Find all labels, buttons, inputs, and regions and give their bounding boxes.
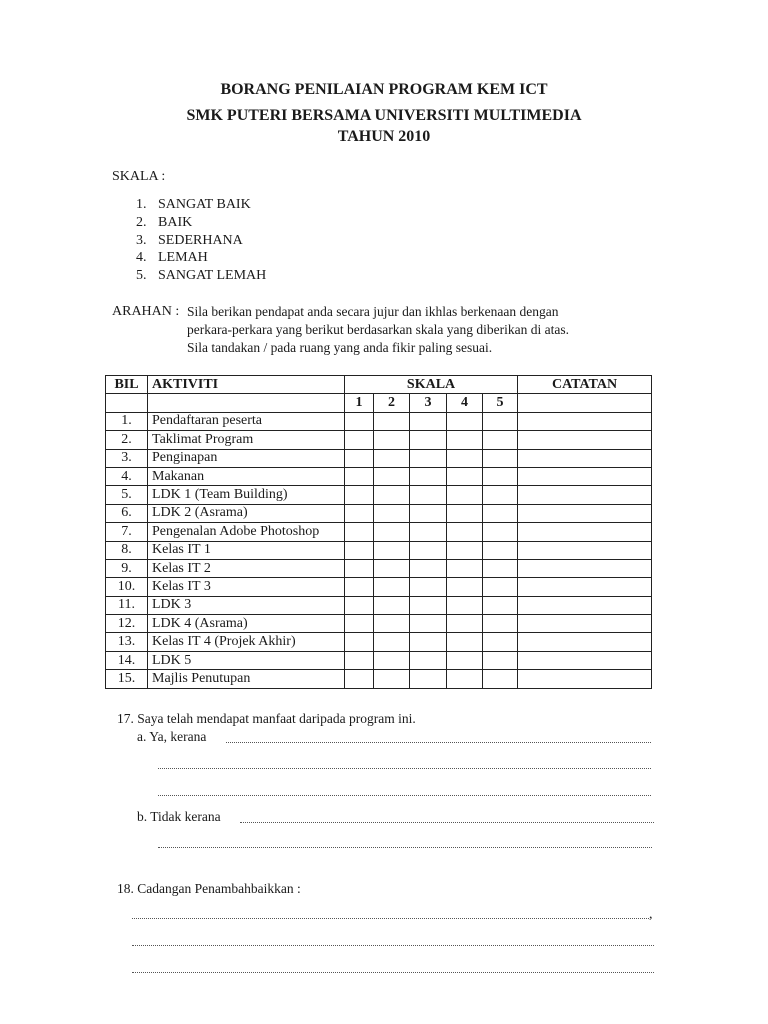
rating-cell-4[interactable] <box>447 541 483 559</box>
rating-cell-2[interactable] <box>374 449 410 467</box>
row-number: 3. <box>106 449 148 467</box>
notes-cell[interactable] <box>518 504 652 522</box>
form-title: BORANG PENILAIAN PROGRAM KEM ICT <box>220 81 548 98</box>
rating-cell-1[interactable] <box>345 412 374 430</box>
rating-cell-1[interactable] <box>345 633 374 651</box>
rating-cell-1[interactable] <box>345 578 374 596</box>
rating-cell-5[interactable] <box>483 615 518 633</box>
rating-cell-2[interactable] <box>374 541 410 559</box>
notes-cell[interactable] <box>518 559 652 577</box>
row-number: 5. <box>106 486 148 504</box>
scale-number-3: 3 <box>410 394 447 412</box>
rating-cell-5[interactable] <box>483 559 518 577</box>
activity-name: Kelas IT 2 <box>148 559 345 577</box>
rating-cell-4[interactable] <box>447 467 483 485</box>
rating-cell-4[interactable] <box>447 633 483 651</box>
table-row <box>106 504 652 522</box>
rating-cell-3[interactable] <box>410 449 447 467</box>
rating-cell-4[interactable] <box>447 431 483 449</box>
scale-number-5: 5 <box>483 394 518 412</box>
subheader-empty <box>518 394 652 412</box>
rating-cell-3[interactable] <box>410 559 447 577</box>
rating-cell-4[interactable] <box>447 670 483 688</box>
rating-cell-3[interactable] <box>410 467 447 485</box>
rating-cell-5[interactable] <box>483 431 518 449</box>
table-subheader-row <box>106 394 652 412</box>
rating-cell-5[interactable] <box>483 541 518 559</box>
suggestion-line-3[interactable] <box>132 972 654 973</box>
rating-cell-1[interactable] <box>345 431 374 449</box>
notes-cell[interactable] <box>518 486 652 504</box>
rating-cell-5[interactable] <box>483 670 518 688</box>
rating-cell-2[interactable] <box>374 615 410 633</box>
notes-cell[interactable] <box>518 449 652 467</box>
table-row <box>106 541 652 559</box>
notes-cell[interactable] <box>518 596 652 614</box>
rating-cell-5[interactable] <box>483 651 518 669</box>
subheader-empty <box>106 394 148 412</box>
rating-cell-1[interactable] <box>345 523 374 541</box>
table-row <box>106 651 652 669</box>
row-number: 10. <box>106 578 148 596</box>
rating-cell-2[interactable] <box>374 670 410 688</box>
table-row <box>106 467 652 485</box>
rating-cell-3[interactable] <box>410 578 447 596</box>
evaluation-table <box>105 375 652 689</box>
activity-name: Penginapan <box>148 449 345 467</box>
notes-cell[interactable] <box>518 578 652 596</box>
scale-item: 4. LEMAH <box>136 250 208 266</box>
rating-cell-3[interactable] <box>410 486 447 504</box>
instructions-line-1: Sila berikan pendapat anda secara jujur dan ikhlas berkenaan dengan <box>187 304 559 319</box>
scale-number-4: 4 <box>447 394 483 412</box>
subheader-empty <box>148 394 345 412</box>
question-17: 17. Saya telah mendapat manfaat daripada program ini. <box>117 711 416 726</box>
rating-cell-2[interactable] <box>374 523 410 541</box>
rating-cell-3[interactable] <box>410 412 447 430</box>
notes-cell[interactable] <box>518 523 652 541</box>
table-row <box>106 596 652 614</box>
notes-cell[interactable] <box>518 651 652 669</box>
answer-line-a-2[interactable] <box>158 768 651 769</box>
table-row <box>106 449 652 467</box>
activity-name: LDK 4 (Asrama) <box>148 615 345 633</box>
rating-cell-2[interactable] <box>374 486 410 504</box>
table-row <box>106 431 652 449</box>
row-number: 4. <box>106 467 148 485</box>
activity-name: LDK 1 (Team Building) <box>148 486 345 504</box>
scale-number-1: 1 <box>345 394 374 412</box>
activity-name: Pengenalan Adobe Photoshop <box>148 523 345 541</box>
scale-item: 1. SANGAT BAIK <box>136 197 251 212</box>
rating-cell-1[interactable] <box>345 449 374 467</box>
rating-cell-5[interactable] <box>483 596 518 614</box>
rating-cell-3[interactable] <box>410 596 447 614</box>
rating-cell-1[interactable] <box>345 504 374 522</box>
row-number: 15. <box>106 670 148 688</box>
table-row <box>106 412 652 430</box>
rating-cell-1[interactable] <box>345 596 374 614</box>
table-row <box>106 633 652 651</box>
activity-name: Majlis Penutupan <box>148 670 345 688</box>
row-number: 7. <box>106 523 148 541</box>
instructions-line-2: perkara-perkara yang berikut berdasarkan skala yang diberikan di atas. <box>187 322 569 337</box>
table-row <box>106 615 652 633</box>
answer-line-b-1[interactable] <box>240 822 654 823</box>
scale-item: 5. SANGAT LEMAH <box>136 268 267 284</box>
header-aktiviti: AKTIVITI <box>148 376 345 394</box>
notes-cell[interactable] <box>518 541 652 559</box>
scale-item: 3. SEDERHANA <box>136 232 243 248</box>
rating-cell-4[interactable] <box>447 578 483 596</box>
rating-cell-4[interactable] <box>447 523 483 541</box>
suggestion-line-comma: , <box>649 907 653 922</box>
notes-cell[interactable] <box>518 412 652 430</box>
table-row <box>106 486 652 504</box>
activity-name: LDK 5 <box>148 651 345 669</box>
instructions-label: ARAHAN : <box>112 304 180 319</box>
rating-cell-1[interactable] <box>345 559 374 577</box>
scale-label: SKALA : <box>112 169 166 184</box>
rating-cell-5[interactable] <box>483 467 518 485</box>
rating-cell-5[interactable] <box>483 504 518 522</box>
notes-cell[interactable] <box>518 615 652 633</box>
activity-name: Taklimat Program <box>148 431 345 449</box>
row-number: 1. <box>106 412 148 430</box>
rating-cell-1[interactable] <box>345 670 374 688</box>
rating-cell-5[interactable] <box>483 633 518 651</box>
rating-cell-4[interactable] <box>447 615 483 633</box>
rating-cell-4[interactable] <box>447 486 483 504</box>
rating-cell-3[interactable] <box>410 633 447 651</box>
notes-cell[interactable] <box>518 467 652 485</box>
notes-cell[interactable] <box>518 633 652 651</box>
rating-cell-5[interactable] <box>483 412 518 430</box>
rating-cell-3[interactable] <box>410 670 447 688</box>
table-body <box>106 412 652 688</box>
option-b-label: b. Tidak kerana <box>137 809 221 824</box>
scale-number-2: 2 <box>374 394 410 412</box>
header-bil: BIL <box>106 376 148 394</box>
rating-cell-1[interactable] <box>345 541 374 559</box>
row-number: 2. <box>106 431 148 449</box>
notes-cell[interactable] <box>518 431 652 449</box>
suggestion-line-1[interactable] <box>132 918 649 919</box>
activity-name: Pendaftaran peserta <box>148 412 345 430</box>
answer-line-b-2[interactable] <box>158 847 652 848</box>
rating-cell-1[interactable] <box>345 467 374 485</box>
table-row <box>106 578 652 596</box>
rating-cell-2[interactable] <box>374 412 410 430</box>
row-number: 13. <box>106 633 148 651</box>
row-number: 11. <box>106 596 148 614</box>
rating-cell-3[interactable] <box>410 504 447 522</box>
rating-cell-5[interactable] <box>483 449 518 467</box>
rating-cell-2[interactable] <box>374 633 410 651</box>
rating-cell-3[interactable] <box>410 523 447 541</box>
rating-cell-2[interactable] <box>374 559 410 577</box>
rating-cell-3[interactable] <box>410 541 447 559</box>
rating-cell-2[interactable] <box>374 504 410 522</box>
rating-cell-4[interactable] <box>447 596 483 614</box>
row-number: 9. <box>106 559 148 577</box>
activity-name: Kelas IT 1 <box>148 541 345 559</box>
activity-name: LDK 2 (Asrama) <box>148 504 345 522</box>
notes-cell[interactable] <box>518 670 652 688</box>
activity-name: Kelas IT 4 (Projek Akhir) <box>148 633 345 651</box>
rating-cell-3[interactable] <box>410 651 447 669</box>
rating-cell-4[interactable] <box>447 449 483 467</box>
rating-cell-1[interactable] <box>345 615 374 633</box>
table-row <box>106 523 652 541</box>
rating-cell-2[interactable] <box>374 596 410 614</box>
scale-list <box>136 196 266 285</box>
rating-cell-2[interactable] <box>374 467 410 485</box>
rating-cell-2[interactable] <box>374 431 410 449</box>
rating-cell-5[interactable] <box>483 523 518 541</box>
rating-cell-3[interactable] <box>410 431 447 449</box>
rating-cell-5[interactable] <box>483 486 518 504</box>
question-18: 18. Cadangan Penambahbaikkan : <box>117 881 301 896</box>
school-name: SMK PUTERI BERSAMA UNIVERSITI MULTIMEDIA <box>186 107 582 124</box>
activity-name: Makanan <box>148 467 345 485</box>
instructions-line-3: Sila tandakan / pada ruang yang anda fikir paling sesuai. <box>187 340 493 355</box>
header-catatan: CATATAN <box>518 376 652 394</box>
header-skala: SKALA <box>345 376 518 394</box>
activity-name: Kelas IT 3 <box>148 578 345 596</box>
rating-cell-2[interactable] <box>374 651 410 669</box>
table-row <box>106 559 652 577</box>
activity-name: LDK 3 <box>148 596 345 614</box>
form-year: TAHUN 2010 <box>337 128 431 145</box>
table-row <box>106 670 652 688</box>
row-number: 14. <box>106 651 148 669</box>
rating-cell-3[interactable] <box>410 615 447 633</box>
rating-cell-4[interactable] <box>447 651 483 669</box>
answer-line-a-3[interactable] <box>158 795 651 796</box>
rating-cell-4[interactable] <box>447 559 483 577</box>
rating-cell-4[interactable] <box>447 412 483 430</box>
rating-cell-2[interactable] <box>374 578 410 596</box>
option-a-label: a. Ya, kerana <box>137 729 207 744</box>
row-number: 8. <box>106 541 148 559</box>
row-number: 6. <box>106 504 148 522</box>
scale-item: 2. BAIK <box>136 214 193 230</box>
suggestion-line-2[interactable] <box>132 945 654 946</box>
table-header-row <box>106 376 652 394</box>
rating-cell-5[interactable] <box>483 578 518 596</box>
rating-cell-4[interactable] <box>447 504 483 522</box>
row-number: 12. <box>106 615 148 633</box>
rating-cell-1[interactable] <box>345 486 374 504</box>
rating-cell-1[interactable] <box>345 651 374 669</box>
answer-line-a-1[interactable] <box>226 742 651 743</box>
